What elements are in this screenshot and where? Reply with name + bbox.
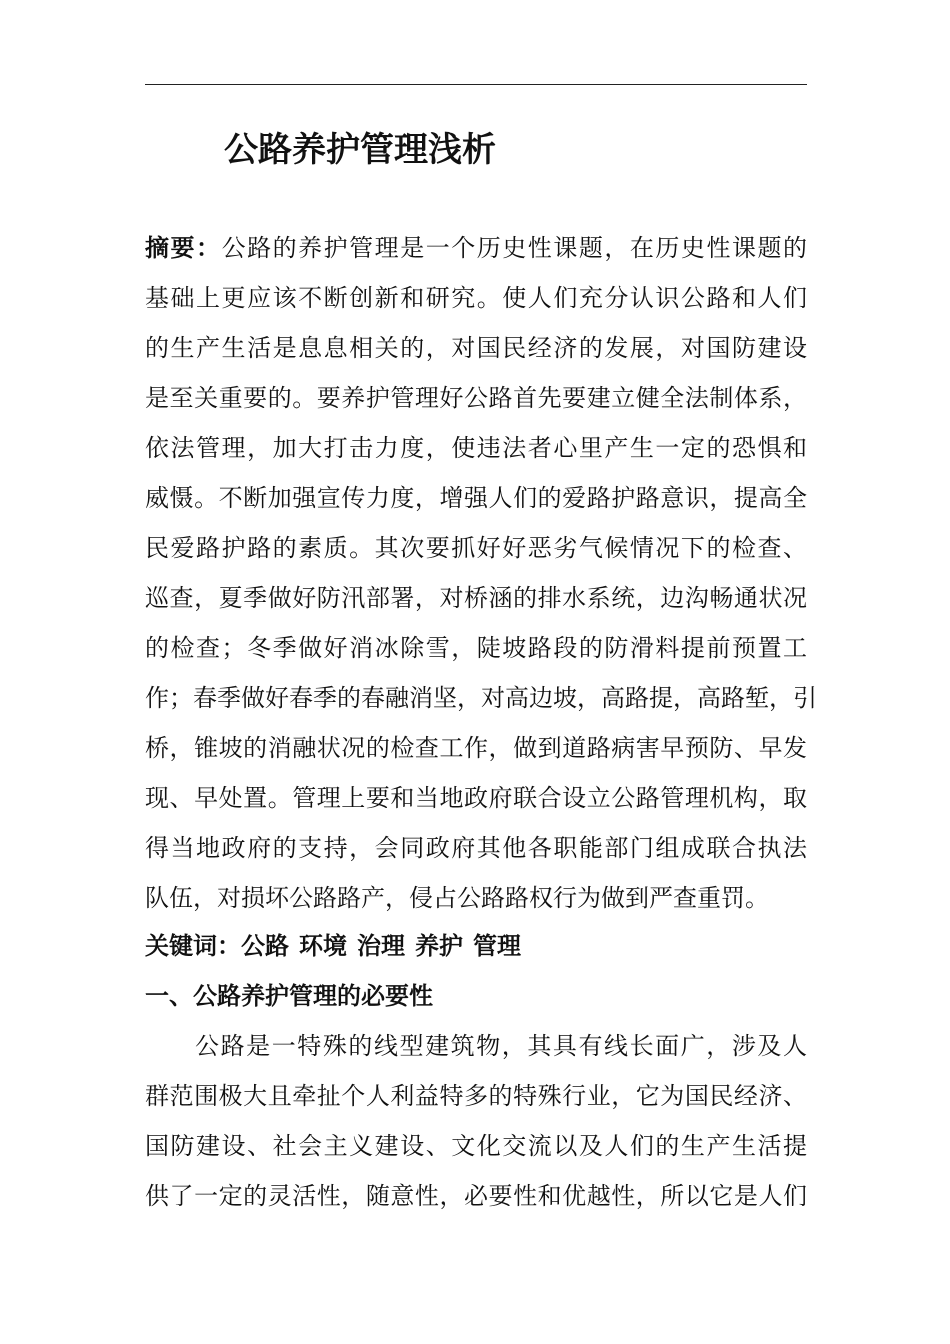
keyword: 公路 [241,932,289,960]
document-title: 公路养护管理浅析 [224,130,496,170]
body-line: 公路是一特殊的线型建筑物，其具有线长面广，涉及人 [195,1032,807,1060]
abstract-text: 公路的养护管理是一个历史性课题，在历史性课题的 [221,234,808,262]
abstract-label: 摘要： [145,234,222,262]
abstract-line: 民爱路护路的素质。其次要抓好好恶劣气候情况下的检查、 [145,534,807,562]
body-line: 供了一定的灵活性，随意性，必要性和优越性，所以它是人们 [145,1182,807,1210]
abstract-line: 得当地政府的支持，会同政府其他各职能部门组成联合执法 [145,834,807,862]
keyword: 养护 [415,932,463,960]
abstract-line: 基础上更应该不断创新和研究。使人们充分认识公路和人们 [145,284,807,312]
abstract-line: 队伍，对损坏公路路产，侵占公路路权行为做到严查重罚。 [145,884,769,912]
abstract-line [145,223,807,273]
abstract-line: 依法管理，加大打击力度，使违法者心里产生一定的恐惧和 [145,434,807,462]
abstract-line: 是至关重要的。要养护管理好公路首先要建立健全法制体系， [145,384,807,412]
abstract-line: 桥，锥坡的消融状况的检查工作，做到道路病害早预防、早发 [145,734,807,762]
keyword: 管理 [473,932,521,960]
abstract-line: 的生产生活是息息相关的，对国民经济的发展，对国防建设 [145,334,807,362]
abstract-line: 威慑。不断加强宣传力度，增强人们的爱路护路意识，提高全 [145,484,807,512]
abstract-line: 作；春季做好春季的春融消坚，对高边坡，高路提，高路堑，引 [145,684,817,712]
section-heading: 一、公路养护管理的必要性 [145,982,433,1010]
abstract-line: 巡查，夏季做好防汛部署，对桥涵的排水系统，边沟畅通状况 [145,584,807,612]
keyword: 环境 [299,932,347,960]
keywords-label: 关键词： [145,932,241,960]
keywords-line [145,921,807,971]
abstract-line: 现、早处置。管理上要和当地政府联合设立公路管理机构，取 [145,784,807,812]
abstract-line: 的检查；冬季做好消冰除雪，陡坡路段的防滑料提前预置工 [145,634,807,662]
body-line: 国防建设、社会主义建设、文化交流以及人们的生产生活提 [145,1132,807,1160]
body-line: 群范围极大且牵扯个人利益特多的特殊行业，它为国民经济、 [145,1082,807,1110]
keyword: 治理 [357,932,405,960]
header-rule [145,84,807,85]
